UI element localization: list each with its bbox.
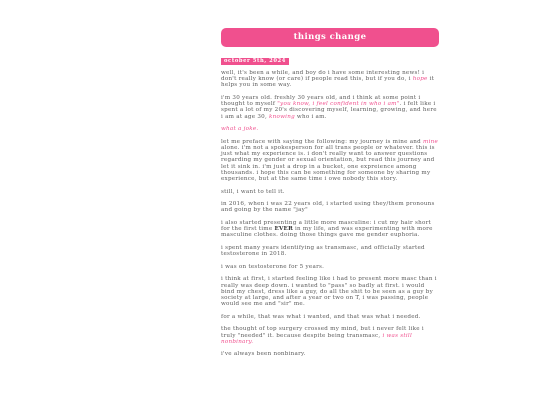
post-body (221, 70, 439, 358)
paragraph-wanted: for a while, that was what i wanted, and that was what i needed. (221, 313, 421, 320)
paragraph-2016: in 2016, when i was 22 years old, i started using they/them pronouns and going by the name "jay" (221, 201, 435, 214)
paragraph-nonbinary: i've always been nonbinary. (221, 351, 306, 358)
paragraph-passing: i think at first, i started feeling like i had to present more masc than i really was deep down. i wanted to "pass" so badly at first. i would bind my chest, dress like a guy, do all the shit to be seen as a guy by society at large, and after a year or two on T, i was passing, people would see me and "sir" me. (221, 276, 437, 308)
paragraph-top-surgery: the thought of top surgery crossed my mind, but i never felt like i truly "needed" it. because despite being transmasc, i was still nonbinary. (221, 326, 424, 345)
post-title: things change (221, 28, 439, 47)
paragraph-presenting: i also started presenting a little more masculine: i cut my hair short for the first time EVER in my life, and was experimenting with more masculine clothes. doing those things gave me gender euphoria. (221, 220, 433, 239)
post-date: october 5th, 2024 (221, 58, 289, 65)
blog-post (221, 28, 439, 364)
emphasis-quote: "you know, i feel confident in who i am" (277, 101, 400, 108)
paragraph-joke: what a joke. (221, 126, 259, 133)
paragraph-testosterone: i was on testosterone for 5 years. (221, 263, 325, 270)
paragraph-age: i'm 30 years old. freshly 30 years old, and i think at some point i thought to myself "you know, i feel confident in who i am". i felt like i spent a lot of my 20's discovering myself, learning, growing, and here i am at age 30, knowing who i am. (221, 95, 437, 120)
paragraph-intro: well, it's been a while, and boy do i have some interesting news! i don't really know (or care) if people read this, but if you do, i hope it helps you in some way. (221, 70, 435, 89)
paragraph-preface: let me preface with saying the following: my journey is mine and mine alone. i'm not a spokesperson for all trans people or whatever. this is just what my experience is. i don't really want to answer questions regarding my gender or sexual orientation, but read this journey and let it sink in. i'm just a drop in a bucket, one expreience among thousands. i hope this can be something for someone by sharing my experience, but at the same time i owe nobody this story. (221, 138, 439, 183)
paragraph-transmasc: i spent many years identifying as transmasc, and officially started testosterone in 2018. (221, 245, 425, 258)
paragraph-still: still, i want to tell it. (221, 188, 285, 195)
